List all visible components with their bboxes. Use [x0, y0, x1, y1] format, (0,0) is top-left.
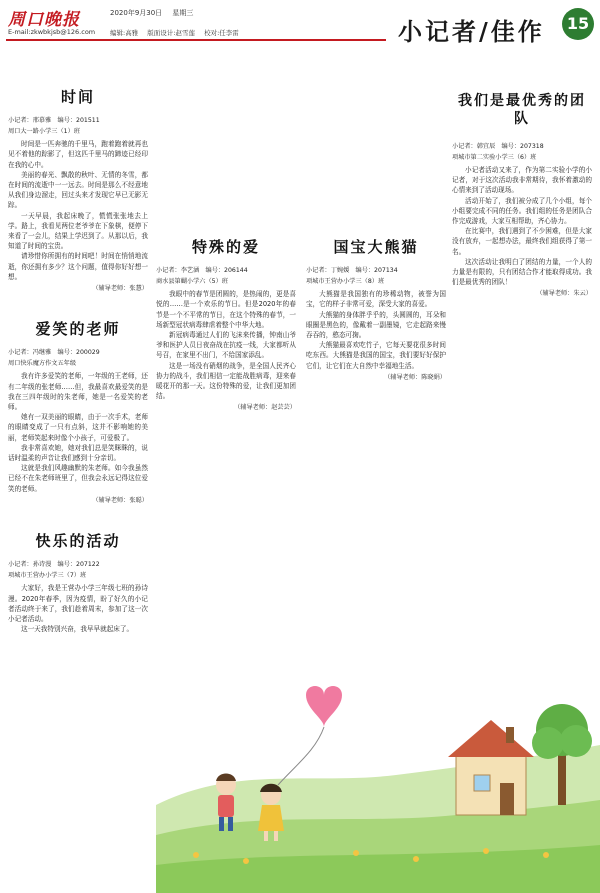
- article-paragraph: 大熊猫的身体胖乎乎的，头圆圆的，耳朵和眼圈是黑色的，像戴着一副墨镜，它走起路来慢吞吞的，憨态可掬。: [306, 310, 446, 340]
- article-paragraph: 这就是我们风趣幽默的朱老师。如今我虽然已经不在朱老师班里了，但我会永远记得这位爱笑的老师。: [8, 464, 148, 493]
- proofreader: 校对:任李雷: [204, 29, 239, 37]
- column-1: [8, 62, 148, 885]
- article-best-team: [452, 92, 592, 300]
- article-smiling-teacher: [8, 320, 148, 506]
- article-paragraph: 新冠病毒通过人们的飞沫来传播，钟南山爷爷和医护人员日夜奋战在抗疫一线，大家都听从号召，在家里不出门，不给国家添乱。: [156, 331, 296, 360]
- article-byline: 小记者：韩宜辰 编号：207318: [452, 143, 544, 150]
- article-paragraph: 我非常喜欢她，她对我们总是笑眯眯的，说话时温柔的声音让我们感到十分亲切。: [8, 443, 148, 463]
- heart-balloon: [278, 686, 342, 785]
- designer: 版面设计:赵雪莲: [147, 29, 195, 37]
- article-byline: 小记者：丁婉媛 编号：207134: [306, 267, 398, 275]
- article-teacher: （辅导老师：张聪）: [92, 496, 148, 504]
- bottom-illustration: [156, 635, 600, 893]
- article-paragraph: 我有许多爱笑的老师，一年级的王老师，还有二年级的张老师……但，我最喜欢最爱笑的是我在三四年级时的朱老师，她是一名爱笑的老师。: [8, 372, 148, 412]
- article-teacher: （辅导老师：陈晓娟）: [384, 373, 446, 381]
- article-paragraph: 这一天我特别兴奋，我早早就起床了。: [21, 625, 134, 634]
- article-school: 商水县第蝴小学六（5）班: [156, 278, 228, 286]
- article-panda: [306, 238, 446, 383]
- article-paragraph: 一天早晨，我起床晚了，慌慌张张地去上学。路上，我看见两位老爷爷在下象棋，便停下来看了一会儿，结果上学迟到了。从那以后，我知道了时间的宝贵。: [8, 211, 148, 251]
- article-paragraph: 这次活动让我明白了团结的力量，一个人的力量是有限的，只有团结合作才能取得成功。我们是最优秀的团队！: [452, 257, 592, 287]
- article-title: 我们是最优秀的团队: [458, 93, 586, 127]
- article-paragraph: 时间是一匹奔驰的千里马，跑着跑着就再也见不着他的踪影了，但这匹千里马的蹄迹已经印在我的心中。: [8, 140, 148, 169]
- article-teacher: （辅导老师：张慧）: [92, 285, 148, 293]
- article-paragraph: 在比赛中，我们遇到了不少困难，但是大家没有放弃，一起想办法，最终我们组获得了第一名。: [452, 227, 592, 256]
- section-title: 小记者/佳作: [398, 17, 545, 46]
- issue-meta: [110, 8, 201, 18]
- contact-email: E-mail:zkwbkjsb@126.com: [8, 28, 96, 36]
- issue-weekday: 星期三: [172, 9, 194, 17]
- article-paragraph: 大熊猫最喜欢吃竹子，它每天要花很多时间吃东西。大熊猫是我国的国宝，我们要好好保护它们，让它们在大自然中幸福地生活。: [306, 341, 446, 370]
- article-byline: 小记者：邢慕雅 编号：201511: [8, 117, 100, 125]
- article-school: 周口快乐魔方作文五年级: [8, 360, 77, 368]
- article-title: 快乐的活动: [35, 532, 121, 551]
- article-paragraph: 小记者活动又来了，作为第二实验小学的小记者，对于这次活动我非常期待，我怀着激动的心情来到了活动现场。: [452, 166, 592, 195]
- article-school: 周口大一路小学三（1）班: [8, 128, 80, 136]
- article-title: 国宝大熊猫: [333, 238, 419, 256]
- house: [448, 720, 534, 815]
- newspaper-logo: 周口晚报: [8, 10, 80, 30]
- article-paragraph: 大家好，我是王营办小学三年级七班的孙诗漫。2020年春季，因为疫情，盼了好久的小记者活动终于来了，我们趁着周末，参加了这一次小记者活动。: [8, 584, 148, 623]
- editorial-crew: [110, 28, 246, 37]
- article-byline: 小记者：孙诗漫 编号：207122: [8, 561, 100, 569]
- article-special-love: [156, 238, 296, 414]
- article-paragraph: 这是一场没有硝烟的战争，是全国人民齐心协力的战斗，我们相信一定能战胜病毒，迎来春暖花开的那一天。这份特殊的爱，让我们更加团结。: [156, 361, 296, 401]
- editor: 编辑:高雅: [110, 29, 139, 37]
- meadow-scene-illustration: [156, 635, 600, 893]
- article-school: 项城市王营办小学三（7）班: [8, 572, 87, 580]
- article-happy-activity: [8, 532, 148, 634]
- article-byline: 小记者：李艺涵 编号：206144: [156, 267, 248, 275]
- article-title: 时间: [60, 88, 95, 106]
- article-byline: 小记者：冯继雅 编号：200029: [8, 349, 100, 357]
- article-teacher: （辅导老师：朱云）: [536, 290, 592, 298]
- article-title: 爱笑的老师: [35, 320, 121, 339]
- article-teacher: （辅导老师：赵芸芸）: [234, 404, 296, 412]
- article-school: 项城市王营办小学三（8）班: [306, 278, 385, 286]
- masthead: [0, 0, 600, 62]
- article-paragraph: 我眼中的春节是团圆的，是热闹的，更是喜悦的……是一个欢乐的节日。但是2020年的春节是一个不平常的节日，在这个特殊的春节，一场新型冠状病毒肆虐着整个中华大地。: [156, 290, 296, 329]
- article-paragraph: 美丽的春光、飘散的秋叶、无情的冬雪，都在时间的流逝中一一远去。时间是那么不经意地从我们身边溜走，回过头来才发现它早已无影无踪。: [8, 170, 148, 210]
- page-number-badge: 15: [562, 8, 594, 40]
- article-paragraph: 她有一双美丽的眼睛，由于一次手术，老师的眼睛变成了一只有点斜，这并不影响她的美丽，老师笑起来时像个小孩子，可爱极了。: [8, 413, 148, 442]
- article-time: [8, 88, 148, 294]
- article-paragraph: 活动开始了，我们被分成了几个小组，每个小组要完成不同的任务。我们组的任务是团队合作完成游戏，大家互相帮助，齐心协力。: [452, 196, 592, 226]
- article-paragraph: 大熊猫是我国独有的珍稀动物，被誉为国宝，它的样子非常可爱，深受大家的喜爱。: [306, 290, 446, 309]
- article-title: 特殊的爱: [191, 238, 260, 256]
- article-paragraph: 请珍惜你所拥有的时间吧！时间在悄悄地流逝，你还拥有多少？这个问题，值得你好好想一想。: [8, 252, 148, 281]
- article-school: 项城市第二实验小学三（6）班: [452, 154, 537, 161]
- header-rule: [6, 39, 386, 41]
- issue-date: 2020年9月30日: [110, 9, 163, 17]
